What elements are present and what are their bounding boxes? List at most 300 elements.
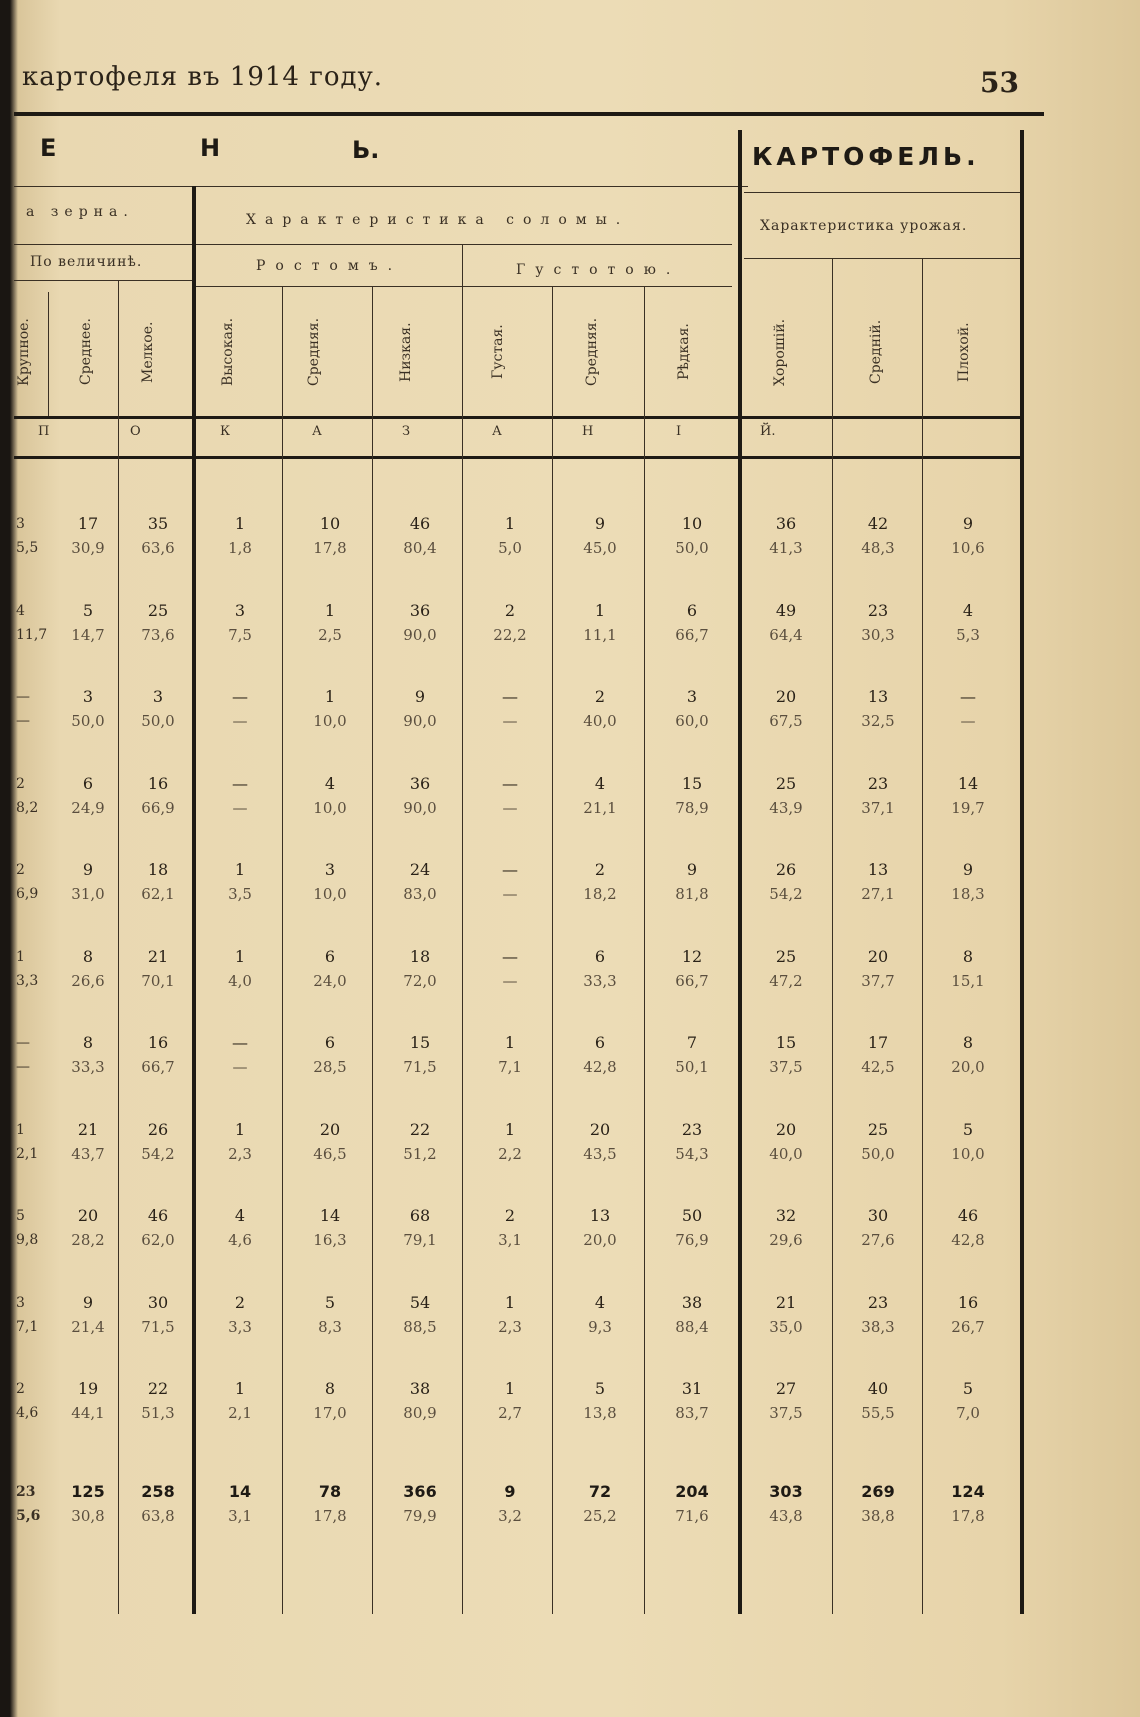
cell-percent: 28,5 <box>313 1058 347 1076</box>
cell-count: 4 <box>234 1206 246 1225</box>
table-row-5-cell <box>290 858 370 906</box>
cell-percent: 2,3 <box>228 1145 252 1163</box>
col-head-krupnoe: Крупное. <box>16 318 32 386</box>
cell-count: 26 <box>147 1120 169 1139</box>
table-row-11-cell <box>118 1377 198 1425</box>
cell-percent: 44,1 <box>71 1404 105 1422</box>
cell-percent: 7,0 <box>956 1404 980 1422</box>
cell-count: 4 <box>594 1293 606 1312</box>
cell-percent: — <box>502 799 518 817</box>
cell-count: 125 <box>71 1482 105 1501</box>
cell-count: 14 <box>228 1482 252 1501</box>
cell-count: 4 <box>594 774 606 793</box>
cell-count: 25 <box>867 1120 889 1139</box>
cell-count: 12 <box>681 947 703 966</box>
cell-percent: 10,0 <box>313 712 347 730</box>
table-row-6-cell <box>200 945 280 993</box>
cell-percent: 10,0 <box>313 885 347 903</box>
rule-under-grain <box>14 244 194 245</box>
cell-count: 9 <box>82 860 94 879</box>
totals-row-cell <box>652 1480 732 1528</box>
table-row-5-cell <box>48 858 128 906</box>
cell-count: 9 <box>504 1482 516 1501</box>
cell-count: 9 <box>686 860 698 879</box>
cut-off-column-cell <box>16 685 44 733</box>
table-row-11-cell <box>48 1377 128 1425</box>
table-row-9-cell <box>380 1204 460 1252</box>
cell-percent: 22,2 <box>493 626 527 644</box>
cell-count: 26 <box>775 860 797 879</box>
table-row-1-cell <box>746 512 826 560</box>
cut-off-column-cell <box>16 1377 44 1425</box>
cell-percent: 81,8 <box>675 885 709 903</box>
cell-percent: 13,8 <box>583 1404 617 1422</box>
cell-count: 5 <box>324 1293 336 1312</box>
table-row-6-cell <box>470 945 550 993</box>
cell-percent: 1,8 <box>228 539 252 557</box>
cell-percent: — <box>502 712 518 730</box>
cell-percent: 27,6 <box>861 1231 895 1249</box>
cell-count: 1 <box>324 687 336 706</box>
table-row-9-cell <box>928 1204 1008 1252</box>
table-row-4-cell <box>838 772 918 820</box>
cell-percent: 37,5 <box>769 1404 803 1422</box>
table-row-4-cell <box>118 772 198 820</box>
table-row-3-cell <box>928 685 1008 733</box>
cell-percent: 5,0 <box>498 539 522 557</box>
cell-count: — <box>232 687 248 706</box>
cell-count: 1 <box>594 601 606 620</box>
cell-percent: 17,8 <box>951 1507 985 1525</box>
table-row-7-cell <box>652 1031 732 1079</box>
cell-count: 4 <box>962 601 974 620</box>
cell-percent: 30,9 <box>71 539 105 557</box>
cell-percent: 18,2 <box>583 885 617 903</box>
cut-off-count: 4 <box>16 603 25 619</box>
cell-percent: 78,9 <box>675 799 709 817</box>
cell-percent: 51,2 <box>403 1145 437 1163</box>
vline-vysokaya <box>282 286 283 1614</box>
cell-count: 38 <box>681 1293 703 1312</box>
cell-count: 5 <box>962 1379 974 1398</box>
rule-under-size <box>14 280 194 281</box>
cell-percent: 4,0 <box>228 972 252 990</box>
cut-off-percent: — <box>16 1059 30 1075</box>
cell-count: 78 <box>318 1482 342 1501</box>
cell-percent: 42,8 <box>951 1231 985 1249</box>
cut-off-count: 2 <box>16 862 25 878</box>
cell-percent: 10,0 <box>951 1145 985 1163</box>
cell-percent: 31,0 <box>71 885 105 903</box>
cell-count: 15 <box>681 774 703 793</box>
cell-percent: 2,3 <box>498 1318 522 1336</box>
pokazaniy-letter-2: О <box>130 424 141 439</box>
cell-count: 18 <box>409 947 431 966</box>
cell-percent: 10,0 <box>313 799 347 817</box>
table-row-8-cell <box>652 1118 732 1166</box>
kartofel-title: КАРТОФЕЛЬ. <box>752 142 980 171</box>
cut-off-count: 5 <box>16 1208 25 1224</box>
table-row-5-cell <box>838 858 918 906</box>
cell-percent: 46,5 <box>313 1145 347 1163</box>
cell-percent: 54,3 <box>675 1145 709 1163</box>
cell-percent: 40,0 <box>583 712 617 730</box>
cell-percent: 83,7 <box>675 1404 709 1422</box>
cell-count: 18 <box>147 860 169 879</box>
table-row-11-cell <box>560 1377 640 1425</box>
table-row-8-cell <box>838 1118 918 1166</box>
vline-kartofel-start <box>738 130 742 1614</box>
cell-count: 5 <box>82 601 94 620</box>
cell-count: 366 <box>403 1482 437 1501</box>
table-row-6-cell <box>118 945 198 993</box>
cell-count: 1 <box>234 1379 246 1398</box>
table-row-10-cell <box>200 1291 280 1339</box>
cell-percent: 35,0 <box>769 1318 803 1336</box>
cell-percent: 47,2 <box>769 972 803 990</box>
table-row-2-cell <box>560 599 640 647</box>
table-row-8-cell <box>380 1118 460 1166</box>
table-row-1-cell <box>928 512 1008 560</box>
cell-count: 2 <box>594 860 606 879</box>
cut-off-count: 2 <box>16 1381 25 1397</box>
table-row-3-cell <box>118 685 198 733</box>
table-row-8-cell <box>48 1118 128 1166</box>
col-head-srednyaya-gust: Средняя. <box>584 317 600 387</box>
cell-count: — <box>960 687 976 706</box>
cell-count: 36 <box>775 514 797 533</box>
cell-count: 9 <box>594 514 606 533</box>
cell-count: — <box>502 860 518 879</box>
cell-percent: 50,0 <box>861 1145 895 1163</box>
table-row-3-cell <box>560 685 640 733</box>
col-head-redkaya: Рѣдкая. <box>676 323 692 381</box>
cell-count: 31 <box>681 1379 703 1398</box>
header-letter-n: Н <box>200 134 221 162</box>
cell-count: 8 <box>962 947 974 966</box>
cell-count: 1 <box>504 1120 516 1139</box>
totals-row-cell <box>200 1480 280 1528</box>
cell-count: 6 <box>686 601 698 620</box>
cell-percent: 24,9 <box>71 799 105 817</box>
cell-percent: — <box>232 1058 248 1076</box>
table-row-11-cell <box>200 1377 280 1425</box>
page-number: 53 <box>980 66 1019 99</box>
cell-percent: 26,7 <box>951 1318 985 1336</box>
table-row-11-cell <box>652 1377 732 1425</box>
cell-percent: 7,5 <box>228 626 252 644</box>
rule-under-straw <box>194 244 732 245</box>
table-row-6-cell <box>652 945 732 993</box>
table-row-11-cell <box>380 1377 460 1425</box>
cell-count: 23 <box>681 1120 703 1139</box>
cell-percent: 37,5 <box>769 1058 803 1076</box>
cell-percent: 5,3 <box>956 626 980 644</box>
table-row-7-cell <box>928 1031 1008 1079</box>
cell-percent: 33,3 <box>71 1058 105 1076</box>
table-row-7-cell <box>838 1031 918 1079</box>
table-row-7-cell <box>200 1031 280 1079</box>
cell-count: 40 <box>867 1379 889 1398</box>
table-row-8-cell <box>200 1118 280 1166</box>
totals-row-cell <box>838 1480 918 1528</box>
table-row-7-cell <box>746 1031 826 1079</box>
cell-percent: 21,4 <box>71 1318 105 1336</box>
rule-under-harvest <box>744 258 1020 259</box>
cell-percent: 79,9 <box>403 1507 437 1525</box>
cell-percent: 48,3 <box>861 539 895 557</box>
cell-percent: 2,5 <box>318 626 342 644</box>
cell-percent: 41,3 <box>769 539 803 557</box>
cell-count: 36 <box>409 601 431 620</box>
cell-count: 30 <box>867 1206 889 1225</box>
table-row-10-cell <box>380 1291 460 1339</box>
cut-off-count: 1 <box>16 1122 25 1138</box>
cell-count: 6 <box>594 1033 606 1052</box>
cut-off-column-cell <box>16 599 48 647</box>
cell-percent: 50,0 <box>71 712 105 730</box>
cell-count: 54 <box>409 1293 431 1312</box>
vline-krupnoe <box>48 292 49 416</box>
table-row-3-cell <box>380 685 460 733</box>
cell-count: 19 <box>77 1379 99 1398</box>
cut-off-count: 23 <box>16 1484 36 1500</box>
cell-percent: 90,0 <box>403 799 437 817</box>
cell-percent: 8,3 <box>318 1318 342 1336</box>
cell-percent: 73,6 <box>141 626 175 644</box>
cell-percent: 9,3 <box>588 1318 612 1336</box>
cell-count: 21 <box>775 1293 797 1312</box>
table-row-1-cell <box>838 512 918 560</box>
cut-off-percent: 9,8 <box>16 1232 39 1248</box>
cell-count: 2 <box>594 687 606 706</box>
table-row-6-cell <box>48 945 128 993</box>
table-row-8-cell <box>746 1118 826 1166</box>
cell-percent: 2,2 <box>498 1145 522 1163</box>
cell-count: 4 <box>324 774 336 793</box>
col-head-srednee: Среднее. <box>78 318 94 386</box>
cell-percent: 43,9 <box>769 799 803 817</box>
cell-percent: 37,7 <box>861 972 895 990</box>
cell-count: 24 <box>409 860 431 879</box>
cell-percent: 3,3 <box>228 1318 252 1336</box>
cell-count: 1 <box>234 1120 246 1139</box>
cell-count: 42 <box>867 514 889 533</box>
cell-count: 21 <box>77 1120 99 1139</box>
cell-percent: 66,7 <box>675 972 709 990</box>
table-row-1-cell <box>290 512 370 560</box>
cell-percent: 2,1 <box>228 1404 252 1422</box>
table-row-1-cell <box>118 512 198 560</box>
cell-percent: 88,5 <box>403 1318 437 1336</box>
cell-count: — <box>502 774 518 793</box>
cell-count: 269 <box>861 1482 895 1501</box>
table-row-6-cell <box>560 945 640 993</box>
cell-count: 22 <box>409 1120 431 1139</box>
totals-row-cell <box>746 1480 826 1528</box>
cell-count: 16 <box>147 774 169 793</box>
cell-percent: — <box>960 712 976 730</box>
cell-percent: 30,8 <box>71 1507 105 1525</box>
vline-gustaya <box>552 286 553 1614</box>
cut-off-count: 3 <box>16 1295 25 1311</box>
cell-count: 1 <box>504 514 516 533</box>
pokazaniy-letter-8: І <box>676 424 682 439</box>
totals-row-cell <box>560 1480 640 1528</box>
table-row-6-cell <box>380 945 460 993</box>
vline-right-border <box>1020 130 1024 1614</box>
table-row-9-cell <box>560 1204 640 1252</box>
cell-percent: 66,7 <box>141 1058 175 1076</box>
pokazaniy-letter-3: К <box>220 424 231 439</box>
cell-count: 20 <box>319 1120 341 1139</box>
table-row-4-cell <box>746 772 826 820</box>
table-row-9-cell <box>48 1204 128 1252</box>
cell-percent: 21,1 <box>583 799 617 817</box>
cell-count: 14 <box>957 774 979 793</box>
cell-count: 14 <box>319 1206 341 1225</box>
col-head-nizkaya: Низкая. <box>398 322 414 382</box>
cell-count: 8 <box>324 1379 336 1398</box>
cell-percent: 40,0 <box>769 1145 803 1163</box>
cell-count: 25 <box>147 601 169 620</box>
table-row-6-cell <box>928 945 1008 993</box>
cell-count: 3 <box>152 687 164 706</box>
table-row-11-cell <box>290 1377 370 1425</box>
table-row-8-cell <box>560 1118 640 1166</box>
vline-srednyaya-rost <box>372 286 373 1614</box>
table-row-10-cell <box>838 1291 918 1339</box>
cell-count: 6 <box>594 947 606 966</box>
rule-under-height-density <box>194 286 732 287</box>
cut-off-percent: — <box>16 713 30 729</box>
table-row-3-cell <box>200 685 280 733</box>
cell-percent: 3,2 <box>498 1507 522 1525</box>
cell-count: 6 <box>82 774 94 793</box>
table-row-4-cell <box>652 772 732 820</box>
cell-percent: 43,5 <box>583 1145 617 1163</box>
cell-percent: 80,4 <box>403 539 437 557</box>
cell-percent: 29,6 <box>769 1231 803 1249</box>
cell-percent: — <box>502 972 518 990</box>
cell-count: 32 <box>775 1206 797 1225</box>
col-head-srednyaya-rost: Средняя. <box>306 317 322 387</box>
table-row-7-cell <box>48 1031 128 1079</box>
table-row-5-cell <box>746 858 826 906</box>
grain-heading: а зерна. <box>26 204 134 220</box>
cell-percent: 30,3 <box>861 626 895 644</box>
cell-count: 124 <box>951 1482 985 1501</box>
rule-below-pokazaniy <box>14 456 1024 459</box>
table-row-9-cell <box>838 1204 918 1252</box>
cell-percent: 20,0 <box>583 1231 617 1249</box>
cell-count: 27 <box>775 1379 797 1398</box>
cell-percent: 16,3 <box>313 1231 347 1249</box>
table-row-7-cell <box>290 1031 370 1079</box>
cell-count: 46 <box>147 1206 169 1225</box>
table-row-4-cell <box>380 772 460 820</box>
table-row-3-cell <box>652 685 732 733</box>
table-row-9-cell <box>746 1204 826 1252</box>
col-head-sredniy: Средній. <box>868 319 884 385</box>
table-row-1-cell <box>200 512 280 560</box>
cell-percent: 18,3 <box>951 885 985 903</box>
cut-off-count: 3 <box>16 516 25 532</box>
cell-count: 303 <box>769 1482 803 1501</box>
cell-percent: 64,4 <box>769 626 803 644</box>
cell-count: 8 <box>82 947 94 966</box>
height-heading: Ростомъ. <box>256 258 403 274</box>
cut-off-percent: 8,2 <box>16 800 39 816</box>
cell-percent: 51,3 <box>141 1404 175 1422</box>
table-row-5-cell <box>928 858 1008 906</box>
cell-count: 3 <box>82 687 94 706</box>
cell-percent: 27,1 <box>861 885 895 903</box>
totals-row-cell <box>290 1480 370 1528</box>
cell-percent: 88,4 <box>675 1318 709 1336</box>
cut-off-column-cell <box>16 945 44 993</box>
cell-percent: 63,6 <box>141 539 175 557</box>
table-row-2-cell <box>200 599 280 647</box>
table-row-10-cell <box>560 1291 640 1339</box>
cut-off-count: 1 <box>16 949 25 965</box>
table-row-2-cell <box>118 599 198 647</box>
by-size-heading: По величинѣ. <box>30 254 143 270</box>
cell-percent: 62,1 <box>141 885 175 903</box>
table-row-10-cell <box>48 1291 128 1339</box>
cell-count: 20 <box>775 1120 797 1139</box>
cell-count: 2 <box>234 1293 246 1312</box>
cut-off-count: 2 <box>16 776 25 792</box>
table-row-10-cell <box>652 1291 732 1339</box>
cell-percent: 14,7 <box>71 626 105 644</box>
vline-srednyaya-gust <box>644 286 645 1614</box>
cell-count: 23 <box>867 1293 889 1312</box>
cell-count: 6 <box>324 947 336 966</box>
cut-off-column-cell <box>16 1204 44 1252</box>
table-row-1-cell <box>48 512 128 560</box>
cell-count: 22 <box>147 1379 169 1398</box>
totals-row-cell <box>118 1480 198 1528</box>
table-row-3-cell <box>470 685 550 733</box>
cell-percent: 66,9 <box>141 799 175 817</box>
vline-height-end <box>462 244 463 1614</box>
cell-percent: 24,0 <box>313 972 347 990</box>
table-row-5-cell <box>118 858 198 906</box>
cut-off-percent: 3,3 <box>16 973 39 989</box>
cell-count: 72 <box>588 1482 612 1501</box>
cut-off-count: — <box>16 689 30 705</box>
cell-percent: 17,8 <box>313 539 347 557</box>
cell-percent: 19,7 <box>951 799 985 817</box>
cell-count: 1 <box>504 1033 516 1052</box>
cell-percent: 7,1 <box>498 1058 522 1076</box>
cell-count: 25 <box>775 774 797 793</box>
cut-off-column-cell <box>16 1031 44 1079</box>
table-row-8-cell <box>290 1118 370 1166</box>
cell-count: 30 <box>147 1293 169 1312</box>
cell-percent: 62,0 <box>141 1231 175 1249</box>
cell-count: 20 <box>589 1120 611 1139</box>
table-row-8-cell <box>470 1118 550 1166</box>
table-row-4-cell <box>200 772 280 820</box>
cell-count: 204 <box>675 1482 709 1501</box>
cell-percent: — <box>232 712 248 730</box>
rule-above-pokazaniy <box>14 416 1024 419</box>
table-row-2-cell <box>746 599 826 647</box>
col-head-plokhoy: Плохой. <box>956 322 972 382</box>
cut-off-column-cell <box>16 858 44 906</box>
